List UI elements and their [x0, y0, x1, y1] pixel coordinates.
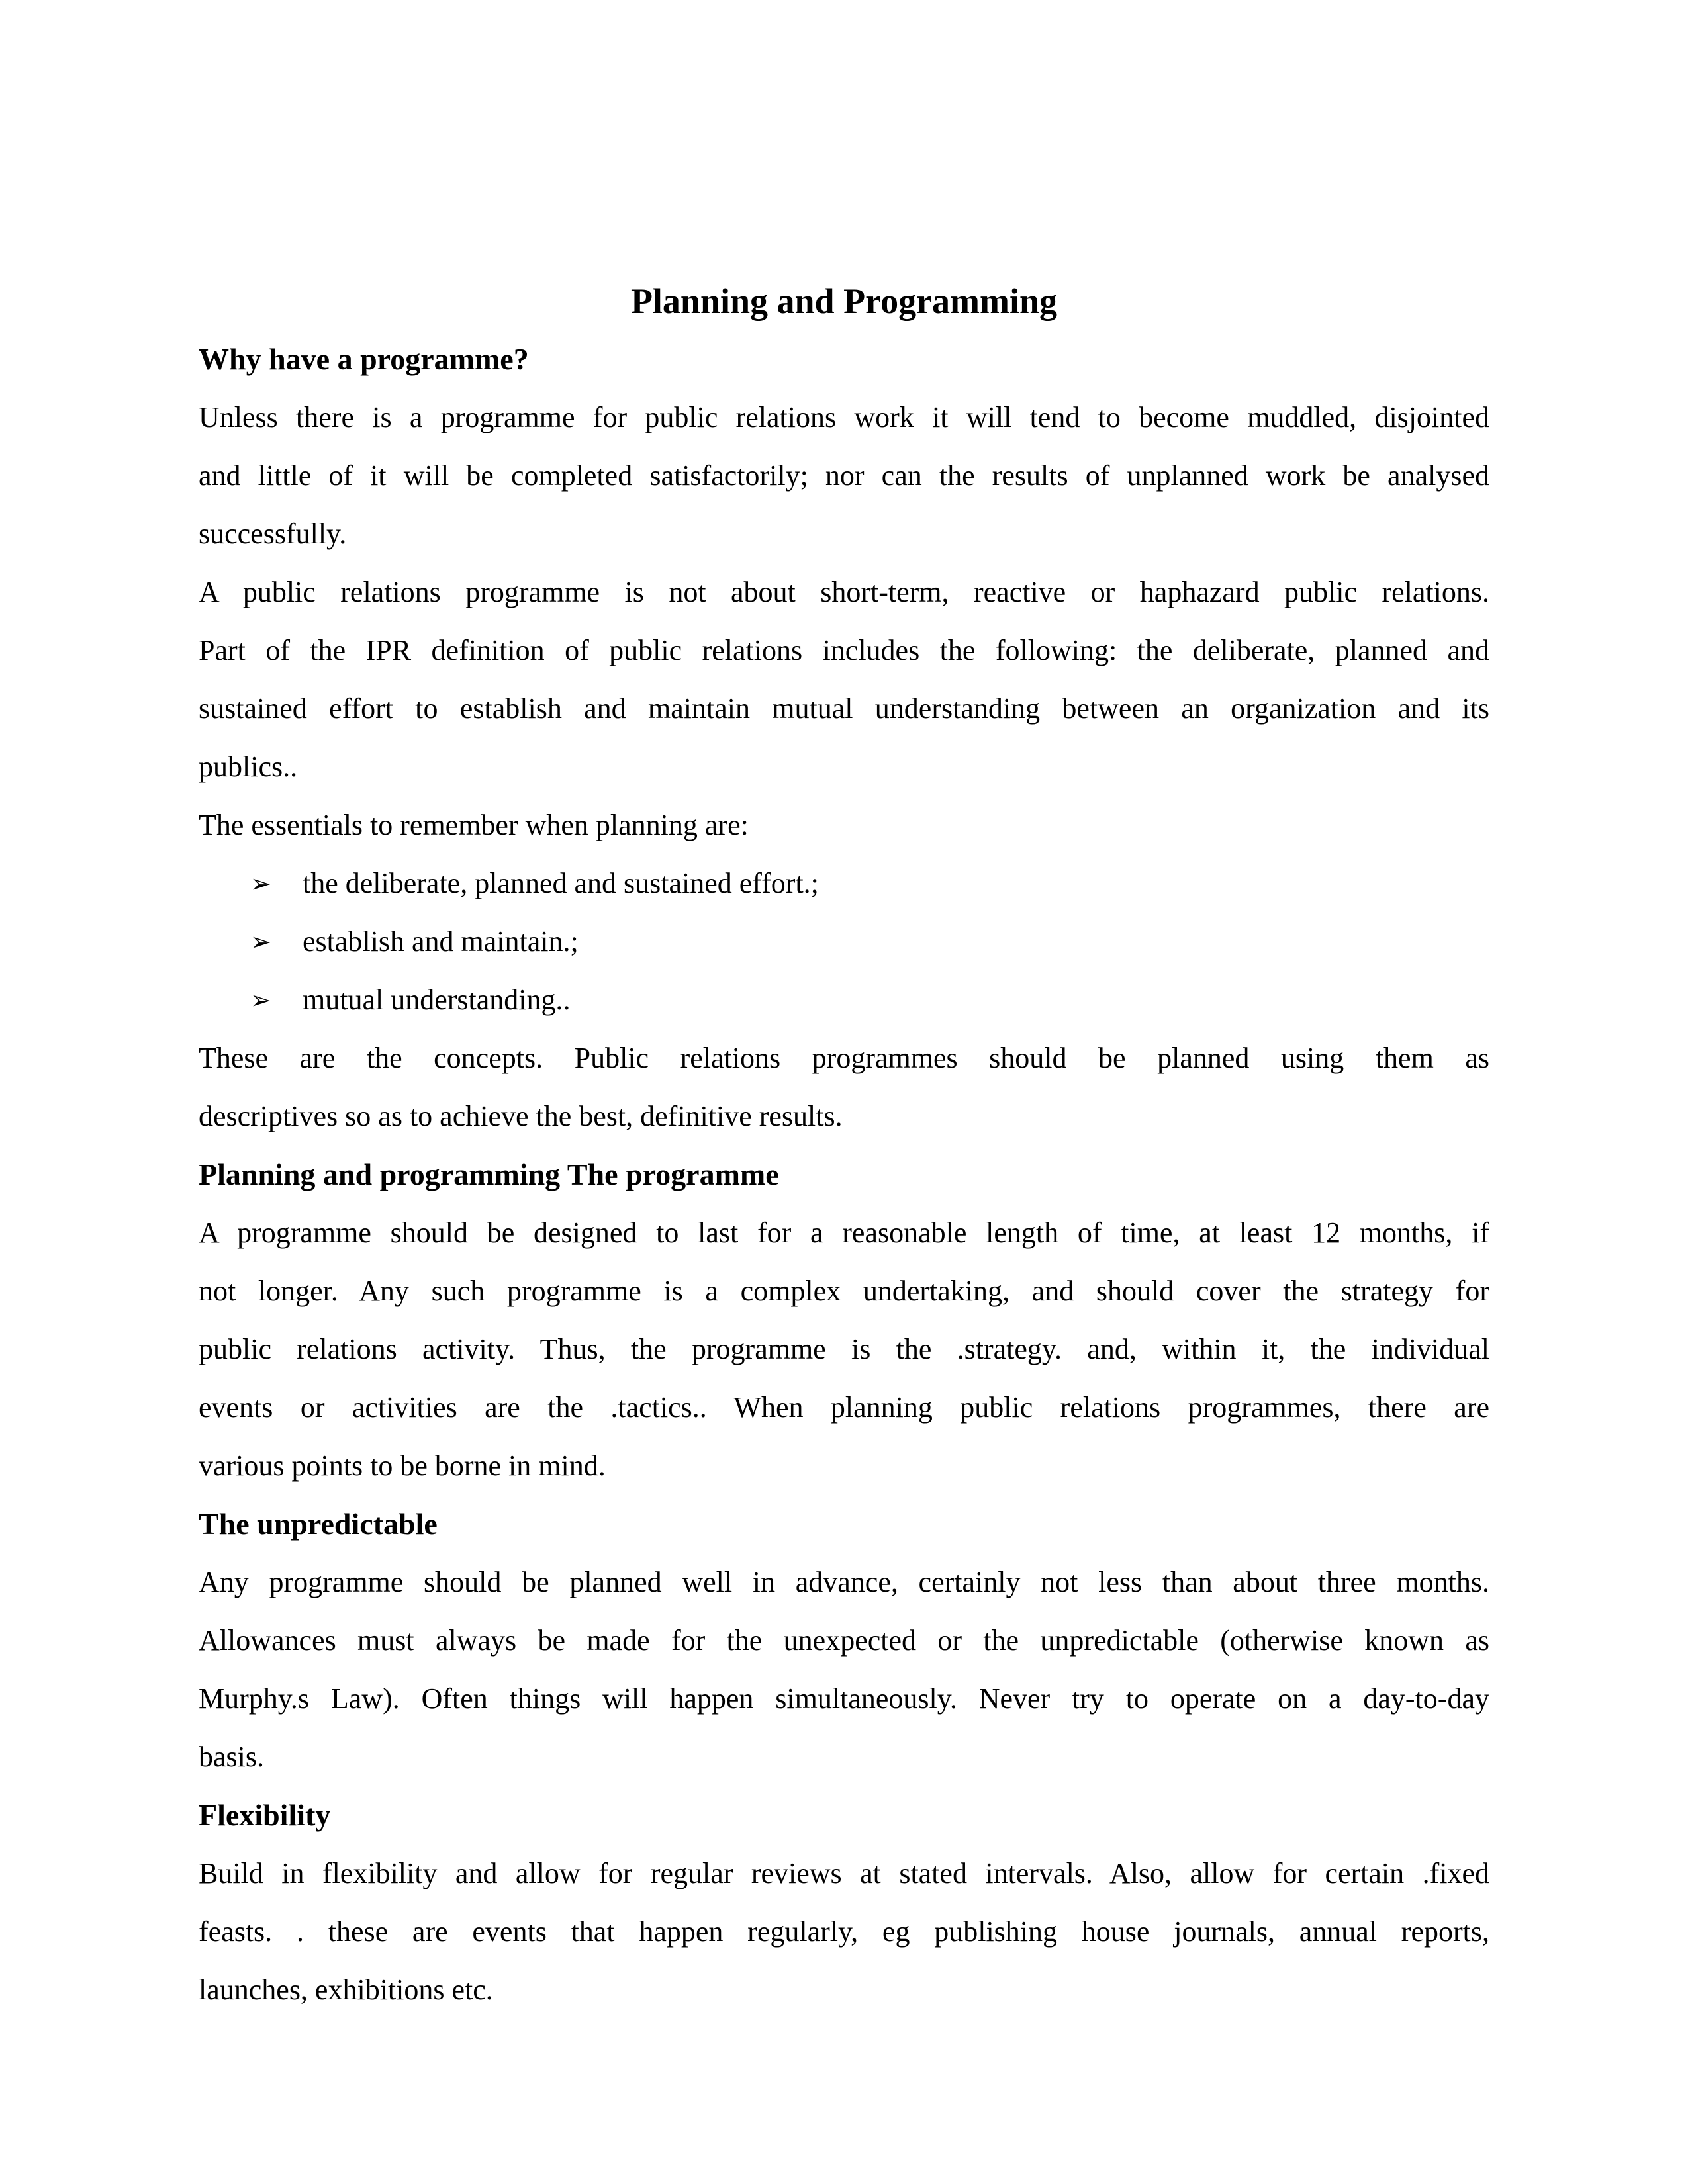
bullet-list	[199, 854, 1489, 1029]
text-line: Allowances must always be made for the unexpected or the unpredictable (otherwise known as	[199, 1624, 1489, 1657]
list-item	[199, 854, 1489, 913]
text-line: Part of the IPR definition of public relations includes the following: the deliberate, planned and	[199, 634, 1489, 666]
text-line: public relations activity. Thus, the programme is the .strategy. and, within it, the individual	[199, 1333, 1489, 1365]
list-item	[199, 971, 1489, 1029]
heading-why-have-a-programme: Why have a programme?	[199, 342, 529, 376]
text-line: launches, exhibitions etc.	[199, 1974, 493, 2006]
text-line: feasts. . these are events that happen regularly, eg publishing house journals, annual reports,	[199, 1915, 1489, 1948]
heading-the-unpredictable: The unpredictable	[199, 1507, 438, 1541]
text-line: Build in flexibility and allow for regular reviews at stated intervals. Also, allow for certain .fixed	[199, 1857, 1489, 1889]
text-line: successfully.	[199, 518, 347, 550]
text-line: A public relations programme is not about short-term, reactive or haphazard public relations.	[199, 576, 1489, 608]
text-line: Any programme should be planned well in advance, certainly not less than about three months.	[199, 1566, 1489, 1598]
text-line: Murphy.s Law). Often things will happen simultaneously. Never try to operate on a day-to-day	[199, 1682, 1489, 1715]
paragraph-ipr-definition	[199, 563, 1489, 796]
paragraph-unpredictable	[199, 1553, 1489, 1786]
paragraph-essentials-lead	[199, 796, 1489, 854]
arrowhead-bullet-icon: ➢	[250, 869, 271, 898]
text-line: Unless there is a programme for public relations work it will tend to become muddled, disjointed	[199, 401, 1489, 433]
text-line: various points to be borne in mind.	[199, 1449, 606, 1482]
text-line: A programme should be designed to last for a reasonable length of time, at least 12 months, if	[199, 1216, 1489, 1249]
heading-planning-and-programming-the-programme: Planning and programming The programme	[199, 1158, 779, 1191]
text-line: These are the concepts. Public relations programmes should be planned using them as	[199, 1042, 1489, 1074]
arrowhead-bullet-icon: ➢	[250, 927, 271, 956]
list-item-text: the deliberate, planned and sustained effort.;	[303, 867, 819, 899]
text-line: descriptives so as to achieve the best, definitive results.	[199, 1100, 843, 1132]
text-line: The essentials to remember when planning are:	[199, 809, 749, 841]
list-item-text: mutual understanding..	[303, 983, 571, 1016]
text-line: basis.	[199, 1741, 264, 1773]
paragraph-intro	[199, 388, 1489, 563]
text-line: sustained effort to establish and maintain mutual understanding between an organization and its	[199, 692, 1489, 725]
paragraph-flexibility	[199, 1844, 1489, 2019]
text-line: publics..	[199, 751, 298, 783]
heading-flexibility: Flexibility	[199, 1798, 331, 1832]
paragraph-concepts	[199, 1029, 1489, 1146]
document-title: Planning and Programming	[630, 281, 1058, 321]
list-item	[199, 913, 1489, 971]
arrowhead-bullet-icon: ➢	[250, 985, 271, 1015]
text-line: not longer. Any such programme is a complex undertaking, and should cover the strategy for	[199, 1275, 1489, 1307]
paragraph-programme-duration	[199, 1204, 1489, 1495]
text-line: events or activities are the .tactics.. When planning public relations programmes, there are	[199, 1391, 1489, 1424]
text-line: and little of it will be completed satisfactorily; nor can the results of unplanned work be analysed	[199, 459, 1489, 492]
list-item-text: establish and maintain.;	[303, 925, 579, 958]
